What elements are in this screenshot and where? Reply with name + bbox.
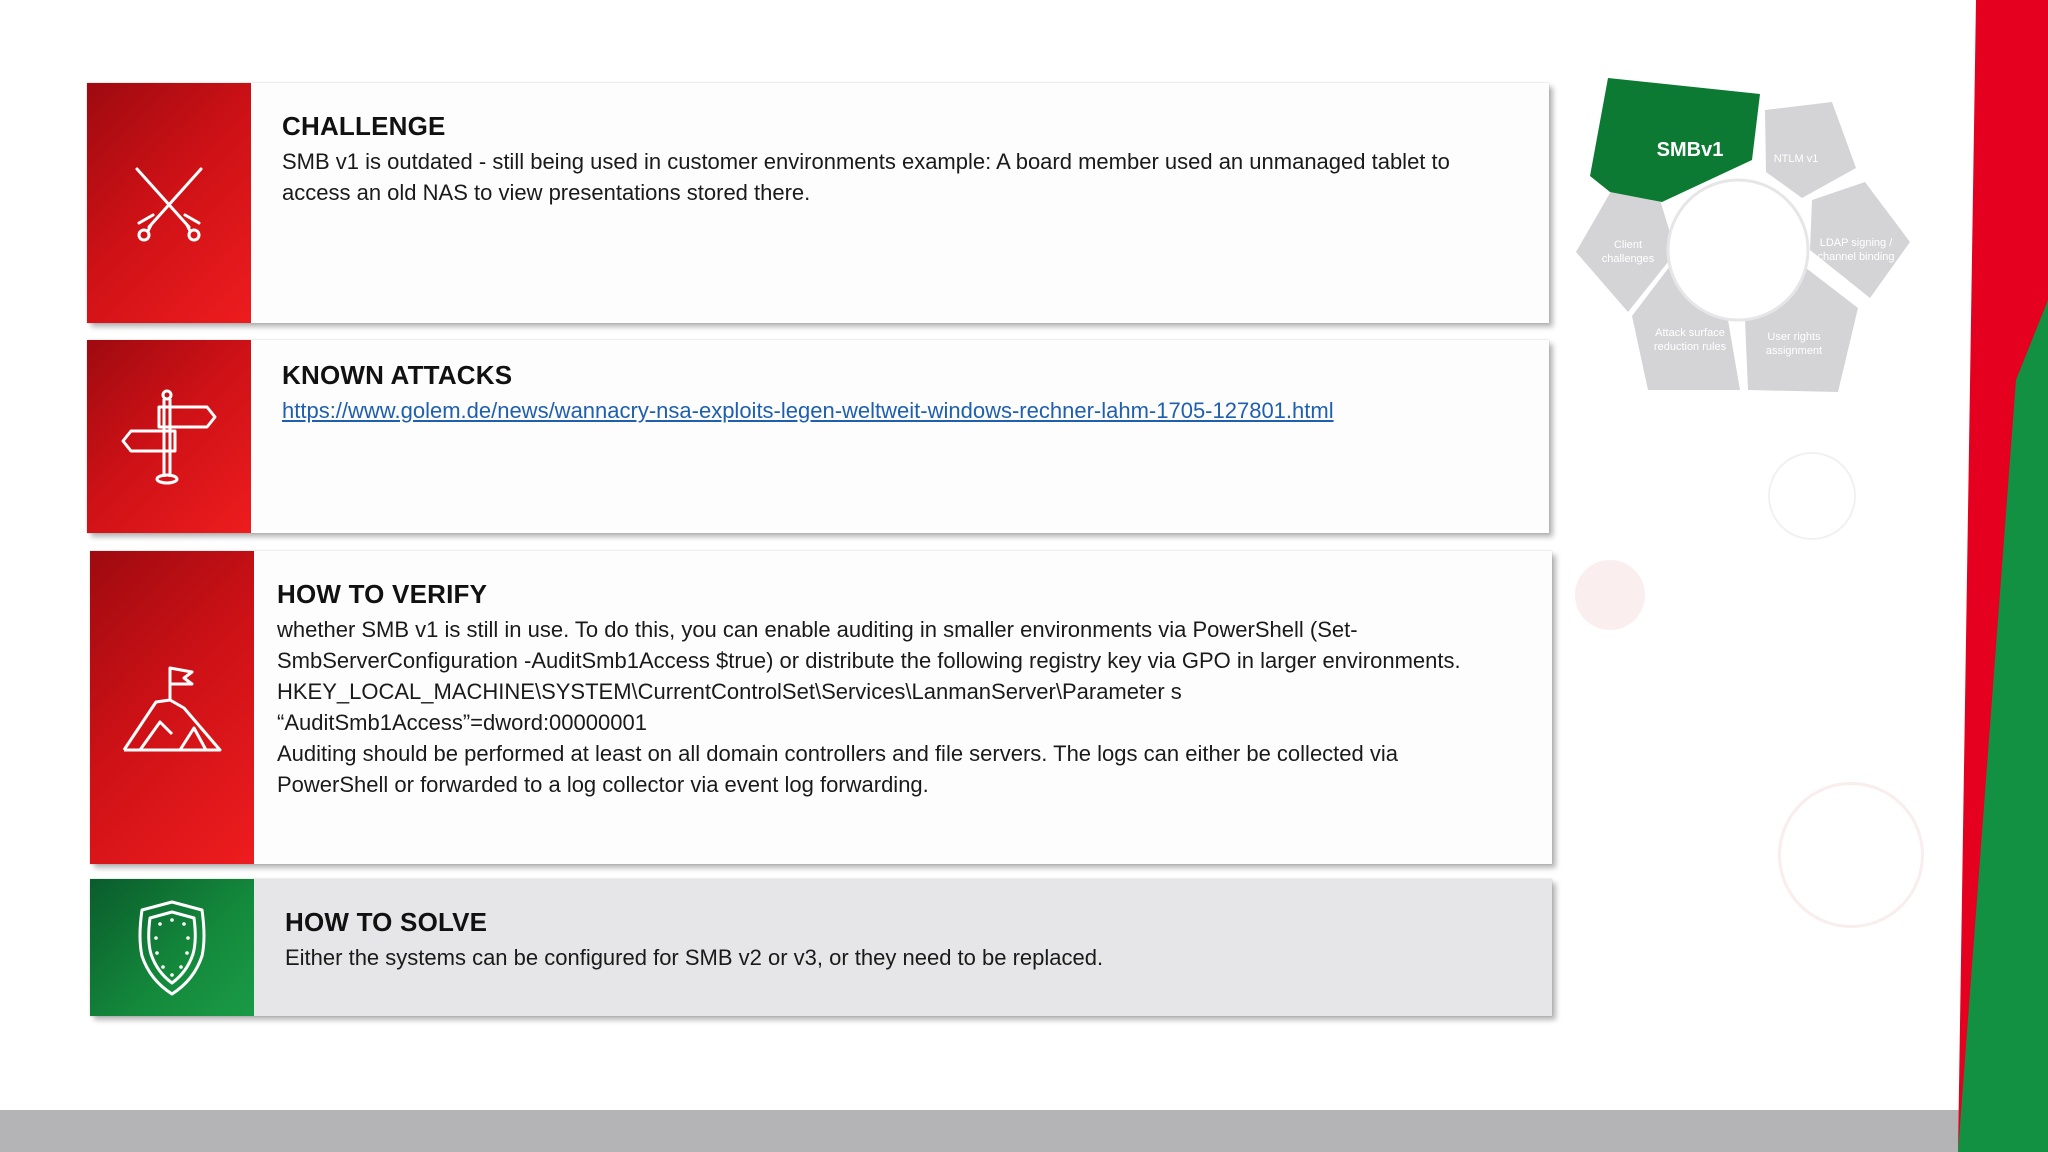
challenge-tile	[87, 83, 251, 323]
challenge-title: CHALLENGE	[282, 111, 446, 141]
footer-bar	[0, 1110, 2048, 1152]
diagram-label-client-2: challenges	[1601, 253, 1655, 265]
diagram-segment-ntlm	[1765, 102, 1856, 198]
how-to-solve-content	[285, 907, 1512, 973]
challenge-content	[282, 111, 1509, 208]
challenge-card	[87, 83, 1549, 323]
diagram-label-client-1: Client	[1613, 239, 1643, 251]
diagram-label-smbv1: SMBv1	[1656, 139, 1724, 161]
shield-icon	[130, 898, 214, 998]
diagram-label-attack-surface-1: Attack surface	[1655, 327, 1725, 339]
how-to-solve-text: Either the systems can be configured for SMB v2 or v3, or they need to be replaced.	[285, 945, 1104, 970]
challenge-text: SMB v1 is outdated - still being used in customer environments example: A board member used an unmanaged tablet to access an old NAS to view presentations stored there.	[282, 149, 1450, 205]
diagram-label-user-rights-2: assignment	[1765, 345, 1823, 357]
known-attacks-tile	[87, 340, 251, 533]
diagram-label-ldap-1: LDAP signing /	[1819, 237, 1893, 249]
how-to-solve-title: HOW TO SOLVE	[285, 907, 488, 937]
how-to-verify-text: whether SMB v1 is still in use. To do this, you can enable auditing in smaller environments via PowerShell (Set-SmbServerConfiguration -AuditSmb1Access $true) or distribute the following registry key via GPO in larger environments. HKEY_LOCAL_MACHINE\SYSTEM\CurrentControlSet\Services\LanmanServer\Parameter s “AuditSmb1Access”=dword:00000001 Auditing should be performed at least on all domain controllers and file servers. The logs can either be collected via PowerShell or forwarded to a log collector via event log forwarding.	[277, 617, 1461, 797]
side-ribbon	[1958, 0, 2048, 1152]
diagram-center	[1668, 180, 1808, 320]
diagram-label-ntlm: NTLM v1	[1773, 153, 1819, 165]
golem-article-link[interactable]: https://www.golem.de/news/wannacry-nsa-exploits-legen-weltweit-windows-rechner-lahm-1705-127801.html	[282, 398, 1334, 423]
diagram-label-user-rights-1: User rights	[1767, 331, 1821, 343]
how-to-solve-card	[90, 879, 1552, 1016]
crossed-swords-icon	[129, 163, 209, 243]
how-to-verify-content	[277, 579, 1512, 800]
topic-diagram	[1570, 72, 1920, 412]
known-attacks-title: KNOWN ATTACKS	[282, 360, 513, 390]
ghost-avatar-icon	[1778, 782, 1924, 928]
signpost-icon	[121, 389, 217, 485]
how-to-solve-tile	[90, 879, 254, 1016]
ghost-avatar-icon	[1768, 452, 1856, 540]
known-attacks-card	[87, 340, 1549, 533]
ghost-circle	[1575, 560, 1645, 630]
mountain-flag-icon	[120, 660, 224, 756]
known-attacks-content	[282, 360, 1509, 426]
how-to-verify-tile	[90, 551, 254, 864]
diagram-label-ldap-2: channel binding	[1817, 251, 1895, 263]
how-to-verify-title: HOW TO VERIFY	[277, 579, 488, 609]
how-to-verify-card	[90, 551, 1552, 864]
diagram-label-attack-surface-2: reduction rules	[1653, 341, 1727, 353]
